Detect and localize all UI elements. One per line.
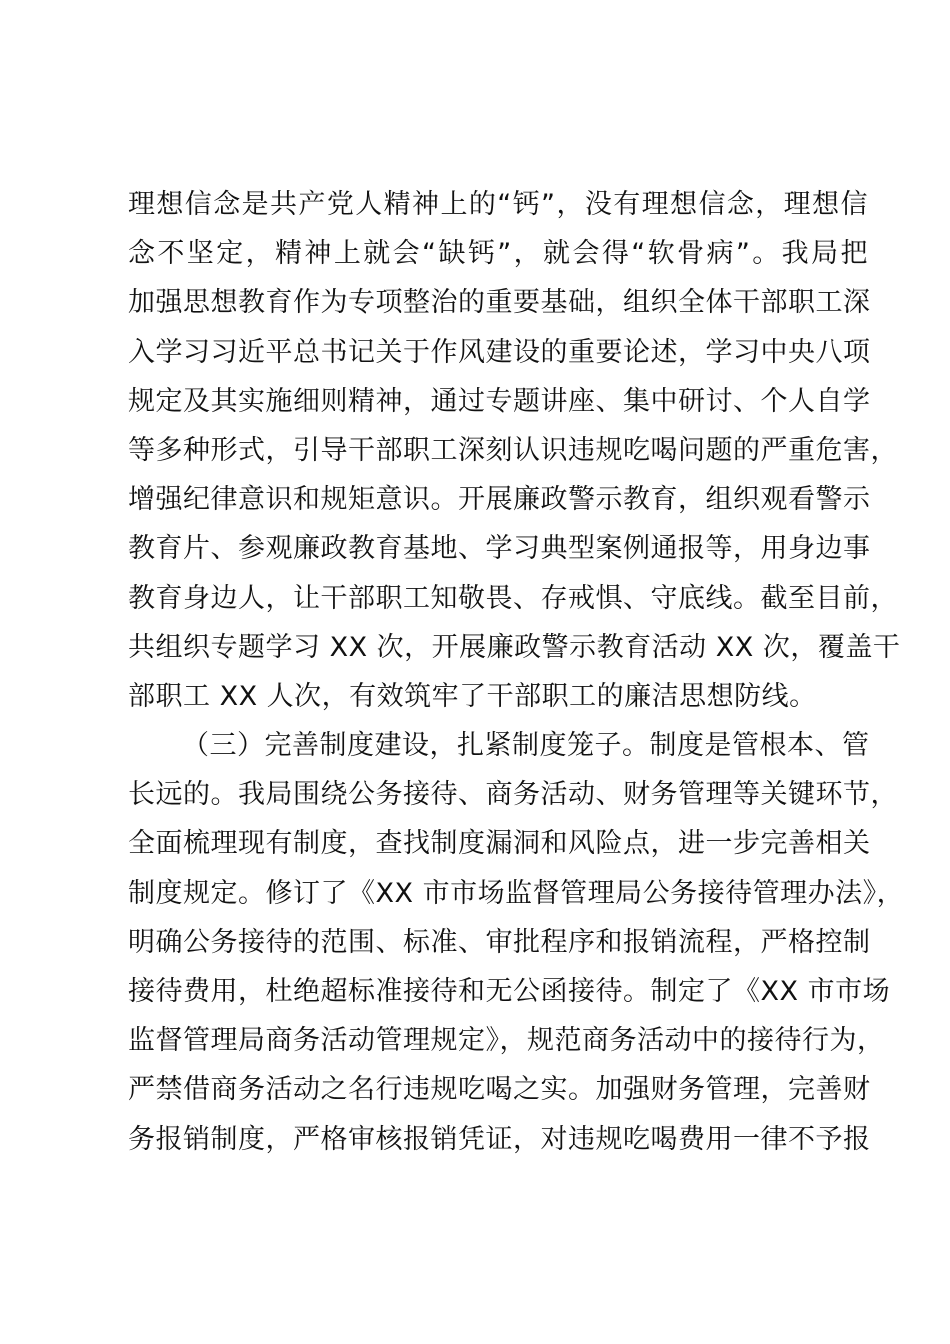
text-line: 增强纪律意识和规矩意识。开展廉政警示教育，组织观看警示 — [128, 484, 871, 516]
text-line: 念不坚定，精神上就会“缺钙”，就会得“软骨病”。我局把 — [128, 238, 868, 270]
text-line: 严禁借商务活动之名行违规吃喝之实。加强财务管理，完善财 — [128, 1074, 871, 1106]
text-line: 明确公务接待的范围、标准、审批程序和报销流程，严格控制 — [128, 926, 871, 958]
text-line: 规定及其实施细则精神，通过专题讲座、集中研讨、个人自学 — [128, 385, 871, 417]
text-line: 理想信念是共产党人精神上的“钙”，没有理想信念，理想信 — [128, 189, 868, 220]
text-line: 等多种形式，引导干部职工深刻认识违规吃喝问题的严重危害， — [128, 434, 898, 466]
section-heading-line: （三）完善制度建设，扎紧制度笼子。制度是管根本、管 — [182, 730, 870, 762]
text-line: 加强思想教育作为专项整治的重要基础，组织全体干部职工深 — [128, 287, 871, 319]
text-line: 全面梳理现有制度，查找制度漏洞和风险点，进一步完善相关 — [128, 828, 871, 860]
text-line: 共组织专题学习 XX 次，开展廉政警示教育活动 XX 次，覆盖干 — [128, 631, 901, 663]
body-text — [128, 180, 905, 1164]
text-line: 制度规定。修订了《XX 市市场监督管理局公务接待管理办法》， — [128, 877, 905, 909]
text-line: 部职工 XX 人次，有效筑牢了干部职工的廉洁思想防线。 — [128, 680, 817, 712]
text-line: 教育身边人，让干部职工知敬畏、存戒惧、守底线。截至目前， — [128, 582, 898, 614]
text-line: 务报销制度，严格审核报销凭证，对违规吃喝费用一律不予报 — [128, 1123, 871, 1155]
text-line: 教育片、参观廉政教育基地、学习典型案例通报等，用身边事 — [128, 533, 871, 565]
text-line: 监督管理局商务活动管理规定》，规范商务活动中的接待行为， — [128, 1025, 885, 1057]
text-line: 接待费用，杜绝超标准接待和无公函接待。制定了《XX 市市场 — [128, 976, 891, 1007]
text-line: 长远的。我局围绕公务接待、商务活动、财务管理等关键环节， — [128, 779, 898, 811]
text-line: 入学习习近平总书记关于作风建设的重要论述，学习中央八项 — [128, 336, 871, 368]
